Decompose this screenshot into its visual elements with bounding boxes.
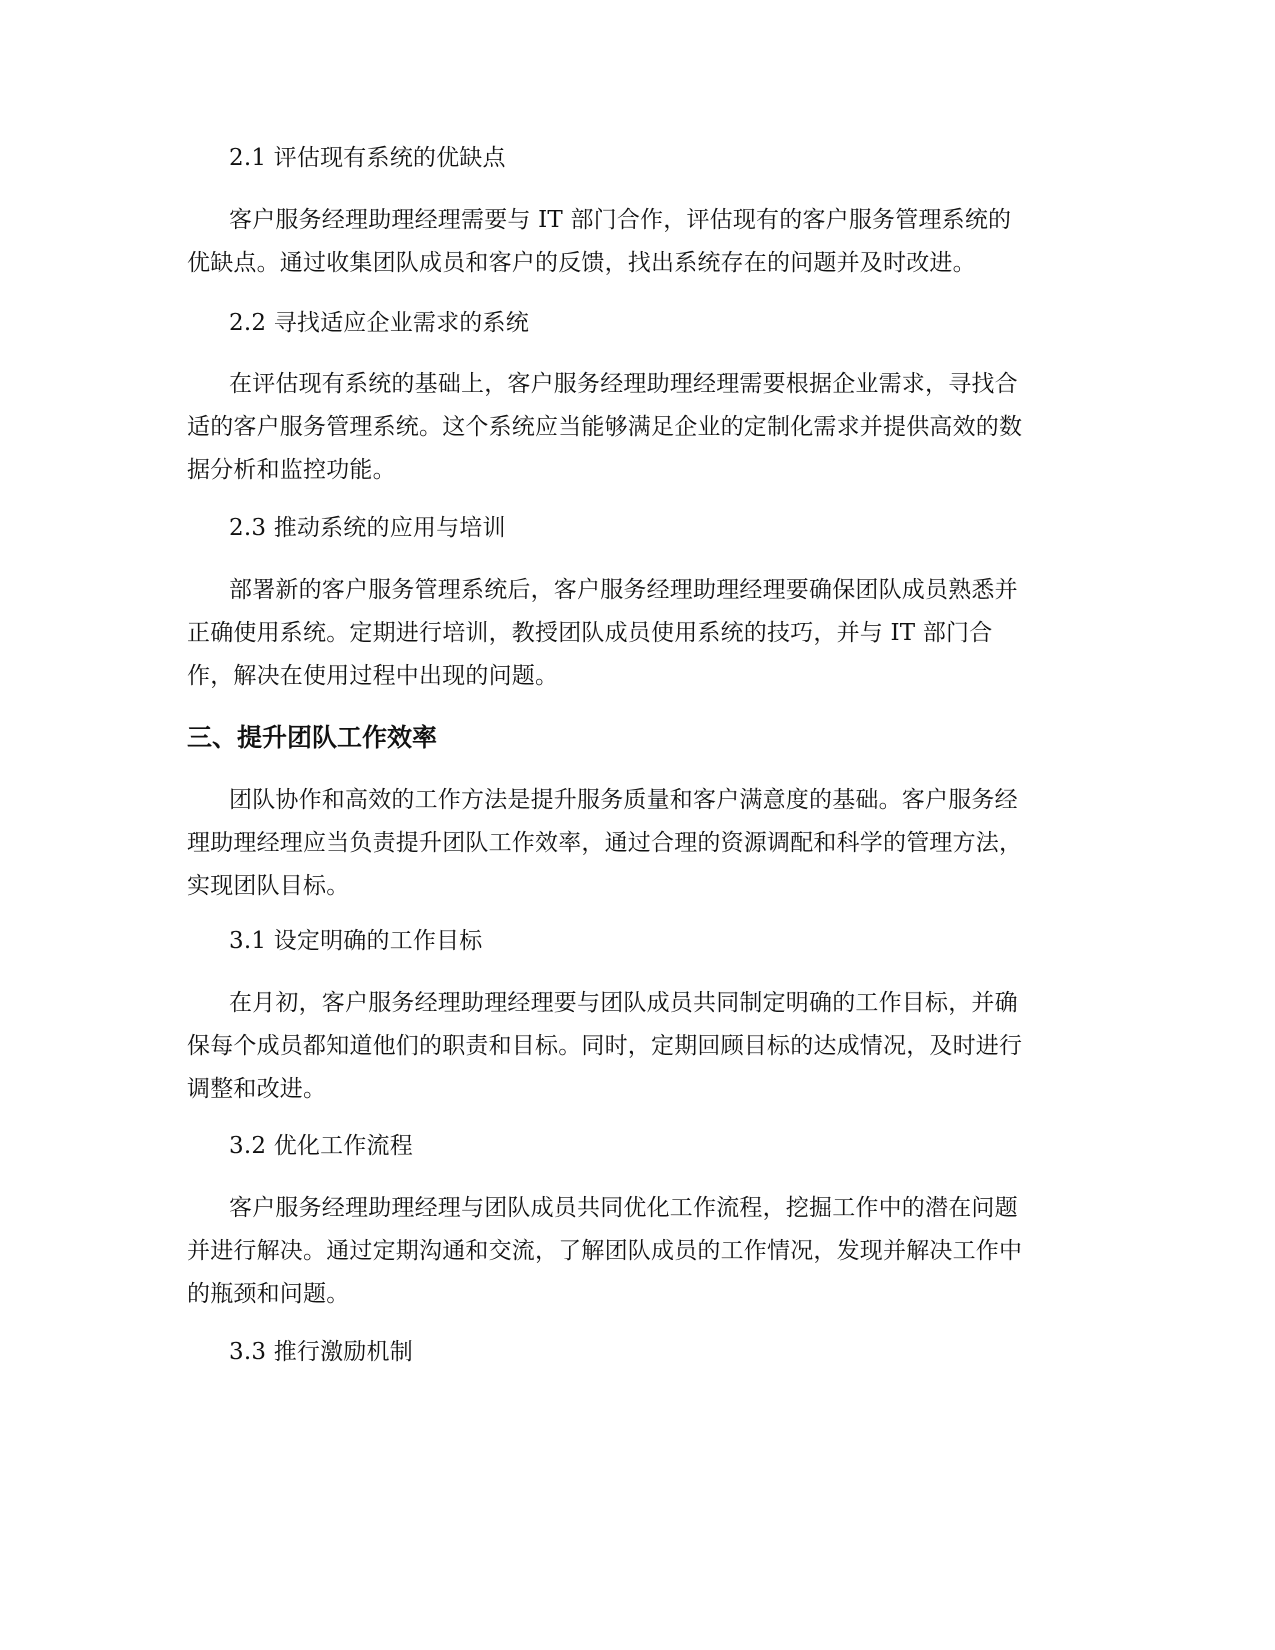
paragraph-line: 理助理经理应当负责提升团队工作效率，通过合理的资源调配和科学的管理方法， <box>187 830 1023 856</box>
paragraph-line: 的瓶颈和问题。 <box>187 1281 350 1307</box>
subheading-2-2: 2.2 寻找适应企业需求的系统 <box>229 310 529 336</box>
paragraph-line: 作，解决在使用过程中出现的问题。 <box>187 663 559 689</box>
paragraph-line: 优缺点。通过收集团队成员和客户的反馈，找出系统存在的问题并及时改进。 <box>187 250 976 276</box>
paragraph-line: 部署新的客户服务管理系统后，客户服务经理助理经理要确保团队成员熟悉并 <box>229 577 1018 603</box>
subheading-3-1: 3.1 设定明确的工作目标 <box>229 928 483 954</box>
paragraph-line: 在月初，客户服务经理助理经理要与团队成员共同制定明确的工作目标，并确 <box>229 990 1018 1016</box>
paragraph-line: 团队协作和高效的工作方法是提升服务质量和客户满意度的基础。客户服务经 <box>229 787 1018 813</box>
paragraph-line: 并进行解决。通过定期沟通和交流，了解团队成员的工作情况，发现并解决工作中 <box>187 1238 1023 1264</box>
subheading-2-1: 2.1 评估现有系统的优缺点 <box>229 145 506 171</box>
paragraph-line: 客户服务经理助理经理需要与 IT 部门合作，评估现有的客户服务管理系统的 <box>229 207 1012 233</box>
paragraph-2-3 <box>187 569 1087 698</box>
subheading-2-3: 2.3 推动系统的应用与培训 <box>229 515 506 541</box>
paragraph-line: 调整和改进。 <box>187 1076 327 1102</box>
paragraph-line: 适的客户服务管理系统。这个系统应当能够满足企业的定制化需求并提供高效的数 <box>187 414 1023 440</box>
paragraph-2-1 <box>187 199 1087 285</box>
subheading-3-2: 3.2 优化工作流程 <box>229 1133 413 1159</box>
section-heading-3: 三、提升团队工作效率 <box>187 723 438 752</box>
paragraph-line: 据分析和监控功能。 <box>187 457 396 483</box>
paragraph-line: 在评估现有系统的基础上，客户服务经理助理经理需要根据企业需求，寻找合 <box>229 371 1018 397</box>
paragraph-3 <box>187 779 1087 908</box>
paragraph-line: 正确使用系统。定期进行培训，教授团队成员使用系统的技巧，并与 IT 部门合 <box>187 620 993 646</box>
paragraph-line: 实现团队目标。 <box>187 873 350 899</box>
paragraph-3-1 <box>187 982 1087 1111</box>
paragraph-line: 客户服务经理助理经理与团队成员共同优化工作流程，挖掘工作中的潜在问题 <box>229 1195 1018 1221</box>
paragraph-line: 保每个成员都知道他们的职责和目标。同时，定期回顾目标的达成情况，及时进行 <box>187 1033 1023 1059</box>
subheading-3-3: 3.3 推行激励机制 <box>229 1339 413 1365</box>
paragraph-3-2 <box>187 1187 1087 1316</box>
paragraph-2-2 <box>187 363 1087 492</box>
